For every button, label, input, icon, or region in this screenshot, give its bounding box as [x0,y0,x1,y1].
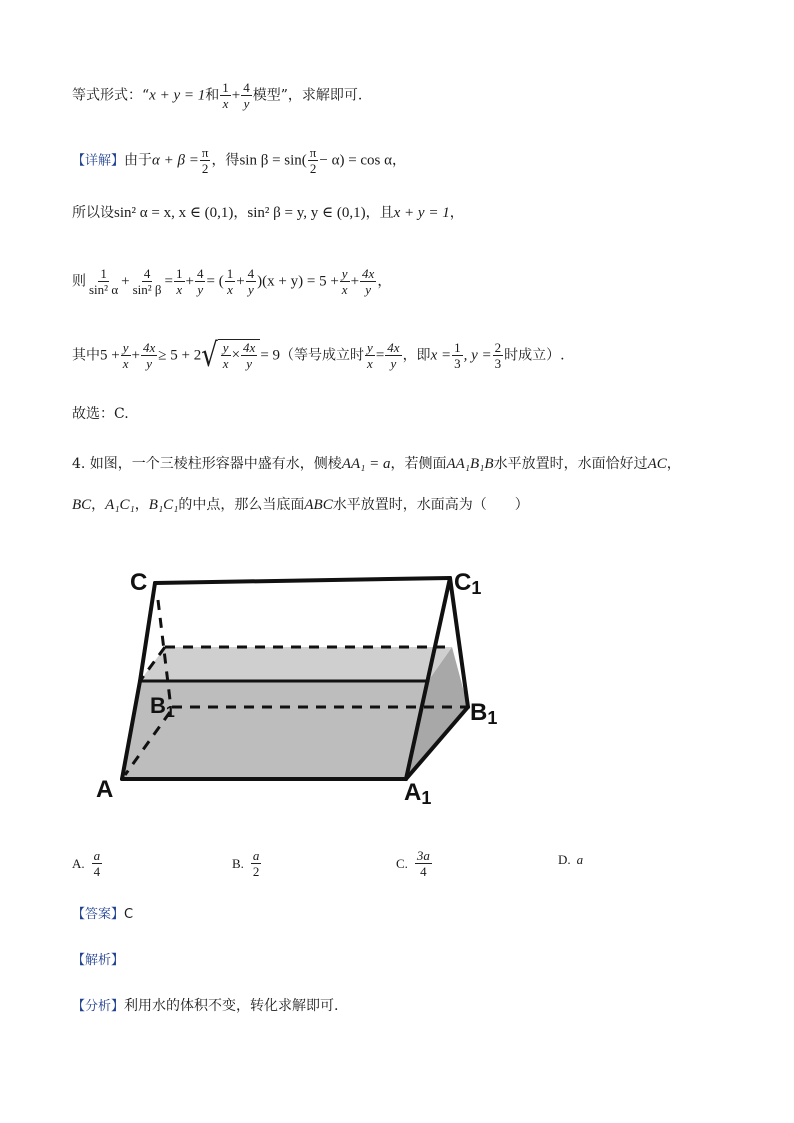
text: ， [377,273,392,290]
text: 由于 [124,152,153,169]
text: ，且 [365,205,394,221]
text: 则 [72,273,86,290]
math: sin² α = x, x ∈ (0,1) [114,205,234,221]
math: A₁C₁ [105,497,135,513]
water-top-surface [140,647,452,681]
answer-value: C [124,907,134,922]
plus: + [121,273,130,290]
math: x = [430,347,452,364]
option-d[interactable] [558,852,583,868]
option-b[interactable] [232,848,262,879]
math: AA₁ = a [341,456,391,472]
option-a[interactable] [72,848,103,879]
option-fraction: $\frac{a}{4}$ [93,848,101,879]
text: 4. 如图，一个三棱柱形容器中盛有水，侧棱 [72,456,342,472]
math: sin β = sin( [239,152,307,169]
option-letter: D. [558,852,571,867]
fraction: $\frac{\pi}{2}$ [309,145,317,176]
answer-line [72,904,133,925]
fraction: $\frac{1}{x}$ [226,266,234,297]
answer-tag: 【答案】 [72,907,125,922]
fenxi-line [72,996,338,1017]
detail-tag: 【详解】 [72,153,125,169]
math: ABC [304,497,333,513]
math: sin² β = y, y ∈ (0,1) [247,205,366,221]
math: AC [647,456,667,472]
analysis-line [72,950,124,971]
fraction: $\frac{4}{y}$ [243,80,250,111]
math: ≥ 5 + 2 [158,347,202,364]
math: , y = [463,347,492,364]
l1-suffix: 模型”，求解即可. [252,87,363,104]
fraction: $\frac{4}{y}$ [247,266,255,297]
plus: + [231,87,241,104]
analysis-tag: 【解析】 [72,953,125,968]
text: （等号成立时 [280,347,365,364]
text: 时成立）. [504,347,565,364]
label-c1: C1 [454,569,482,598]
text: ，即 [402,347,431,364]
math: AA₁B₁B [446,456,494,472]
edge-c-c1 [155,578,450,583]
math: = 9 [260,347,281,364]
fraction: $\frac{y}{x}$ [122,340,129,371]
l1-prefix: 等式形式：“ [72,87,150,104]
option-c[interactable] [396,848,433,879]
plus: + [131,347,140,364]
fraction: $\frac{1}{\text{sin² α}}$ [89,266,119,297]
option-letter: B. [232,855,244,871]
fraction: $\frac{4x}{y}$ [362,266,375,297]
option-fraction: $\frac{3a}{4}$ [416,848,430,879]
math: BC [72,497,92,513]
label-c: C [130,569,148,596]
option-letter: C. [396,855,408,871]
math: x + y = 1 [393,205,450,221]
text: 的中点，那么当底面 [178,497,305,513]
square-root: √ $\frac{y}{x}$ × $\frac{4x}{y}$ [201,341,260,371]
equals: = [375,347,385,364]
fraction: $\frac{4x}{y}$ [387,340,400,371]
water-side-face [122,681,428,779]
math: B₁C₁ [148,497,179,513]
option-letter: A. [72,855,85,871]
option-value: a [576,852,584,867]
math: 5 + [100,347,120,364]
plus: + [236,273,245,290]
fraction: $\frac{4}{\text{sin² β}}$ [132,266,162,297]
text: ， [91,497,106,513]
label-b1: B1 [470,699,498,728]
plus: + [185,273,194,290]
math: − α) = cos α [319,152,393,169]
math: )(x + y) = 5 + [257,273,339,290]
fraction: $\frac{1}{x}$ [222,80,229,111]
text: ， [666,456,681,472]
text: ， [134,497,149,513]
conclusion-text: 故选：C. [72,406,129,422]
fraction: $\frac{\pi}{2}$ [201,145,209,176]
text: ， [233,205,248,221]
fraction: $\frac{1}{3}$ [454,340,461,371]
label-a1: A1 [404,779,432,808]
fraction: $\frac{4}{y}$ [196,266,204,297]
l1-and: 和 [205,87,220,104]
text: ， [449,205,464,221]
text: ，得 [211,152,240,169]
label-a: A [96,776,114,803]
fraction: $\frac{2}{3}$ [494,340,502,371]
text: 其中 [72,347,100,364]
plus: + [350,273,360,290]
fenxi-tag: 【分析】 [72,999,125,1014]
option-fraction: $\frac{a}{2}$ [252,848,260,879]
equals: = [164,273,174,290]
fenxi-text: 利用水的体积不变，转化求解即可. [124,998,339,1014]
l1-eq: x + y = 1 [149,87,206,104]
math: = ( [206,273,224,290]
fraction: $\frac{y}{x}$ [341,266,348,297]
text: 水平放置时，水面高为（ ） [332,497,529,513]
label-b: B1 [150,693,175,721]
text: 水平放置时，水面恰好过 [493,456,648,472]
fraction: $\frac{1}{x}$ [176,266,183,297]
fraction: $\frac{4x}{y}$ [142,340,156,371]
text: ，若侧面 [390,456,447,472]
text: ， [392,152,407,169]
fraction: $\frac{y}{x}$ [367,340,373,371]
text: 所以设 [72,205,114,221]
math: α + β = [152,152,199,169]
